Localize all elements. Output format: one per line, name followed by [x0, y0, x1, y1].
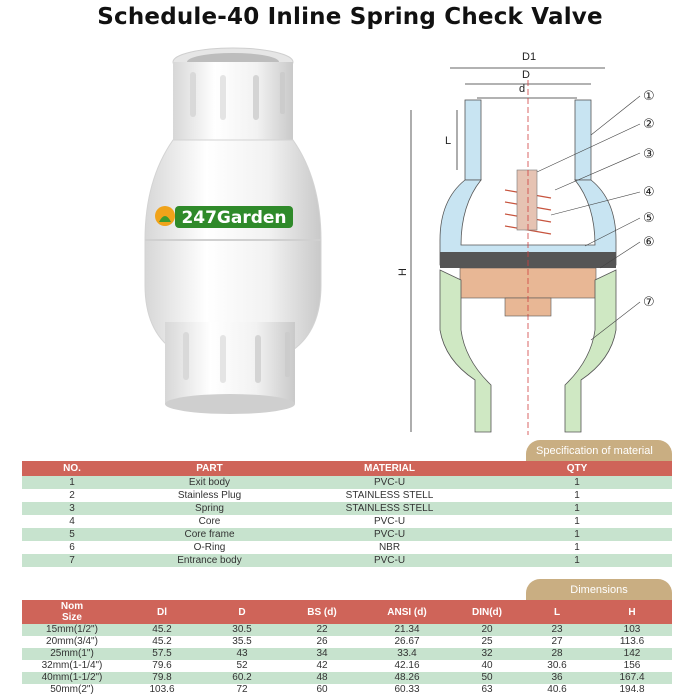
dimensions-header-row	[22, 600, 672, 624]
logo-text: 247Garden	[181, 208, 287, 228]
dimensions-cell: 32	[452, 648, 522, 660]
material-cell: 2	[22, 489, 122, 502]
dim-d-label: D	[522, 69, 530, 81]
material-cell: 1	[482, 515, 672, 528]
dimensions-cell: 45.2	[122, 636, 202, 648]
material-cell: 1	[482, 502, 672, 515]
dimensions-cell: 42.16	[362, 660, 452, 672]
dimensions-cell: 22	[282, 624, 362, 636]
material-cell: 1	[482, 554, 672, 567]
material-cell: 5	[22, 528, 122, 541]
material-cell: PVC-U	[297, 476, 482, 489]
dimensions-header-cell: H	[592, 600, 672, 624]
dimensions-cell: 40mm(1-1/2")	[22, 672, 122, 684]
dimensions-cell: 79.6	[122, 660, 202, 672]
dimensions-table	[22, 600, 672, 696]
header-qty: QTY	[482, 461, 672, 476]
material-cell: 1	[22, 476, 122, 489]
callout-4: ④	[643, 185, 655, 200]
material-row	[22, 515, 672, 528]
material-cell: STAINLESS STELL	[297, 489, 482, 502]
material-cell: 6	[22, 541, 122, 554]
dimensions-cell: 36	[522, 672, 592, 684]
dimensions-cell: 43	[202, 648, 282, 660]
callout-5: ⑤	[643, 211, 655, 226]
dimensions-header-cell: BS (d)	[282, 600, 362, 624]
material-cell: 1	[482, 528, 672, 541]
material-cell: PVC-U	[297, 515, 482, 528]
dimensions-row	[22, 684, 672, 696]
dim-h-label: H	[397, 268, 409, 276]
dimensions-cell: 34	[282, 648, 362, 660]
material-cell: PVC-U	[297, 528, 482, 541]
callout-7: ⑦	[643, 295, 655, 310]
dimensions-cell: 60	[282, 684, 362, 696]
dimensions-cell: 60.2	[202, 672, 282, 684]
material-cell: 1	[482, 541, 672, 554]
dimensions-cell: 15mm(1/2")	[22, 624, 122, 636]
dimensions-cell: 25mm(1")	[22, 648, 122, 660]
material-table	[22, 461, 672, 567]
dimensions-row	[22, 648, 672, 660]
dimensions-cell: 72	[202, 684, 282, 696]
dimensions-header-cell: Dl	[122, 600, 202, 624]
material-cell: PVC-U	[297, 554, 482, 567]
dimensions-row	[22, 636, 672, 648]
dimensions-row	[22, 672, 672, 684]
page-title: Schedule-40 Inline Spring Check Valve	[97, 4, 603, 30]
dimensions-cell: 28	[522, 648, 592, 660]
material-row	[22, 541, 672, 554]
dimensions-cell: 103	[592, 624, 672, 636]
dimensions-cell: 33.4	[362, 648, 452, 660]
dimensions-cell: 60.33	[362, 684, 452, 696]
dim-small-d-label: d	[519, 83, 526, 95]
dimensions-cell: 30.5	[202, 624, 282, 636]
dimensions-cell: 23	[522, 624, 592, 636]
callout-1: ①	[643, 89, 655, 104]
dimensions-header-cell: L	[522, 600, 592, 624]
material-row	[22, 489, 672, 502]
dimensions-cell: 79.8	[122, 672, 202, 684]
dimensions-header-cell: Nom Size	[22, 600, 122, 624]
dimensions-section-tag: Dimensions	[526, 579, 672, 601]
dimensions-cell: 42	[282, 660, 362, 672]
material-row	[22, 476, 672, 489]
material-cell: 1	[482, 489, 672, 502]
header-material: MATERIAL	[297, 461, 482, 476]
dimensions-cell: 45.2	[122, 624, 202, 636]
material-cell: Core frame	[122, 528, 297, 541]
dimensions-cell: 26.67	[362, 636, 452, 648]
dimensions-cell: 20mm(3/4")	[22, 636, 122, 648]
dim-l-label: L	[445, 135, 452, 147]
dimensions-cell: 50mm(2")	[22, 684, 122, 696]
dimensions-row	[22, 624, 672, 636]
dimensions-cell: 194.8	[592, 684, 672, 696]
material-cell: Spring	[122, 502, 297, 515]
material-cell: O-Ring	[122, 541, 297, 554]
dimensions-cell: 142	[592, 648, 672, 660]
dimensions-cell: 50	[452, 672, 522, 684]
dimensions-cell: 167.4	[592, 672, 672, 684]
dimensions-cell: 48.26	[362, 672, 452, 684]
material-section-tag: Specification of material	[526, 440, 672, 462]
dimensions-cell: 21.34	[362, 624, 452, 636]
material-cell: 1	[482, 476, 672, 489]
valve-product-photo	[135, 40, 335, 420]
dimensions-cell: 40	[452, 660, 522, 672]
dimensions-cell: 48	[282, 672, 362, 684]
dimensions-cell: 103.6	[122, 684, 202, 696]
dimensions-cell: 35.5	[202, 636, 282, 648]
header-part: PART	[122, 461, 297, 476]
dimensions-cell: 25	[452, 636, 522, 648]
material-row	[22, 528, 672, 541]
dimensions-cell: 27	[522, 636, 592, 648]
material-cell: STAINLESS STELL	[297, 502, 482, 515]
callout-2: ②	[643, 117, 655, 132]
dimensions-cell: 30.6	[522, 660, 592, 672]
material-row	[22, 554, 672, 567]
dimensions-cell: 26	[282, 636, 362, 648]
dimensions-header-cell: DIN(d)	[452, 600, 522, 624]
dimensions-row	[22, 660, 672, 672]
dimensions-cell: 52	[202, 660, 282, 672]
dimensions-cell: 156	[592, 660, 672, 672]
material-cell: NBR	[297, 541, 482, 554]
callout-3: ③	[643, 147, 655, 162]
dimensions-cell: 40.6	[522, 684, 592, 696]
dimensions-cell: 57.5	[122, 648, 202, 660]
valve-cross-section-diagram	[395, 40, 695, 440]
material-cell: 4	[22, 515, 122, 528]
header-no: NO.	[22, 461, 122, 476]
dimensions-cell: 32mm(1-1/4")	[22, 660, 122, 672]
material-cell: Entrance body	[122, 554, 297, 567]
material-row	[22, 502, 672, 515]
material-cell: Exit body	[122, 476, 297, 489]
dimensions-header-cell: D	[202, 600, 282, 624]
dimensions-cell: 20	[452, 624, 522, 636]
dim-d1-label: D1	[522, 51, 537, 63]
dimensions-cell: 113.6	[592, 636, 672, 648]
material-cell: Stainless Plug	[122, 489, 297, 502]
material-header-row	[22, 461, 672, 476]
material-cell: 7	[22, 554, 122, 567]
callout-6: ⑥	[643, 235, 655, 250]
brand-logo	[155, 206, 293, 228]
dimensions-cell: 63	[452, 684, 522, 696]
material-cell: 3	[22, 502, 122, 515]
material-cell: Core	[122, 515, 297, 528]
dimensions-header-cell: ANSI (d)	[362, 600, 452, 624]
